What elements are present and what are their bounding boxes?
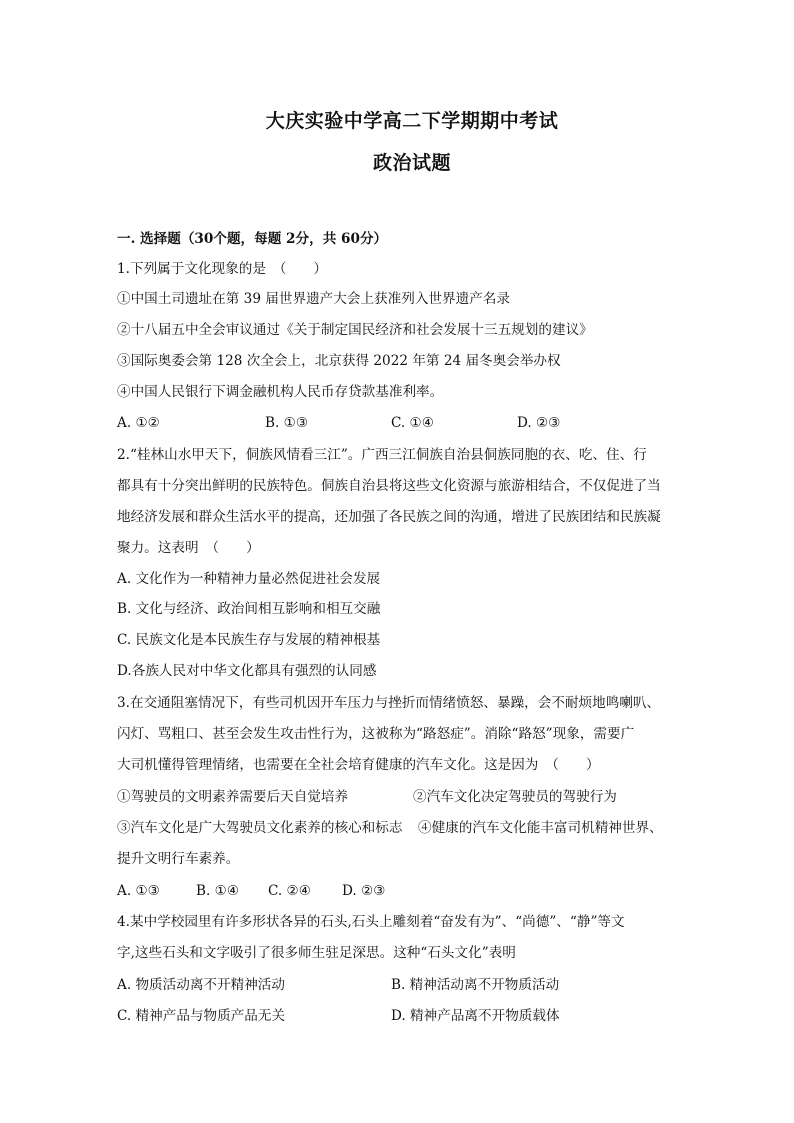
q4-option-c: C. 精神产品与物质产品无关 xyxy=(117,1008,286,1024)
q1-option-d: D. ②③ xyxy=(517,415,561,431)
q3-option-d: D. ②③ xyxy=(342,883,386,899)
section-heading: 一. 选择题（30个题，每题 2分，共 60分） xyxy=(117,231,388,247)
exam-subtitle: 政治试题 xyxy=(372,152,451,174)
q4-line-2: 字,这些石头和文字吸引了很多师生驻足深思。这种“石头文化”表明 xyxy=(117,945,516,961)
q2-option-b: B. 文化与经济、政治间相互影响和相互交融 xyxy=(117,601,381,617)
q3-line-3: 大司机懂得管理情绪，也需要在全社会培育健康的汽车文化。这是因为 （ ） xyxy=(117,757,600,773)
q2-option-a: A. 文化作为一种精神力量必然促进社会发展 xyxy=(117,571,381,587)
q1-item-4: ④中国人民银行下调金融机构人民币存贷款基准利率。 xyxy=(117,384,444,400)
q4-line-1: 4.某中学校园里有许多形状各异的石头,石头上雕刻着“奋发有为”、“尚德”、“静”等文 xyxy=(117,914,625,930)
q2-option-c: C. 民族文化是本民族生存与发展的精神根基 xyxy=(117,632,381,648)
q3-option-c: C. ②④ xyxy=(268,883,311,899)
q3-item-2: ②汽车文化决定驾驶员的驾驶行为 xyxy=(413,789,617,805)
q1-option-b: B. ①③ xyxy=(265,415,309,431)
q3-item-3: ③汽车文化是广大驾驶员文化素养的核心和标志 xyxy=(117,820,403,836)
q1-stem: 1.下列属于文化现象的是 （ ） xyxy=(117,261,328,277)
q1-option-c: C. ①④ xyxy=(391,415,434,431)
q4-option-d: D. 精神产品离不开物质载体 xyxy=(391,1008,560,1024)
q3-line-2: 闪灯、骂粗口、甚至会发生攻击性行为，这被称为“路怒症”。消除“路怒”现象，需要广 xyxy=(117,726,635,742)
q1-item-3: ③国际奥委会第 128 次全会上，北京获得 2022 年第 24 届冬奥会举办权 xyxy=(117,353,561,369)
q1-item-1: ①中国土司遗址在第 39 届世界遗产大会上获准列入世界遗产名录 xyxy=(117,291,510,307)
q2-line-2: 都具有十分突出鲜明的民族特色。侗族自治县将这些文化资源与旅游相结合，不仅促进了当 xyxy=(117,478,661,494)
q2-option-d: D.各族人民对中华文化都具有强烈的认同感 xyxy=(117,663,377,679)
q2-line-4: 聚力。这表明 （ ） xyxy=(117,540,260,556)
q3-item-4: ④健康的汽车文化能丰富司机精神世界、 xyxy=(418,820,663,836)
q3-line-1: 3.在交通阻塞情况下，有些司机因开车压力与挫折而情绪愤怒、暴躁，会不耐烦地鸣喇叭、 xyxy=(117,695,661,711)
q1-option-a: A. ①② xyxy=(117,415,160,431)
q4-option-b: B. 精神活动离不开物质活动 xyxy=(391,977,560,993)
q4-option-a: A. 物质活动离不开精神活动 xyxy=(117,977,285,993)
q1-item-2: ②十八届五中全会审议通过《关于制定国民经济和社会发展十三五规划的建议》 xyxy=(117,322,593,338)
exam-title: 大庆实验中学高二下学期期中考试 xyxy=(265,110,559,132)
q3-option-b: B. ①④ xyxy=(196,883,240,899)
q3-item-4-cont: 提升文明行车素养。 xyxy=(117,851,240,867)
q2-line-1: 2.“桂林山水甲天下，侗族风情看三江”。广西三江侗族自治县侗族同胞的衣、吃、住、行 xyxy=(117,447,647,463)
q2-line-3: 地经济发展和群众生活水平的提高，还加强了各民族之间的沟通，增进了民族团结和民族凝 xyxy=(117,509,661,525)
q3-option-a: A. ①③ xyxy=(117,883,160,899)
q3-item-1: ①驾驶员的文明素养需要后天自觉培养 xyxy=(117,789,349,805)
